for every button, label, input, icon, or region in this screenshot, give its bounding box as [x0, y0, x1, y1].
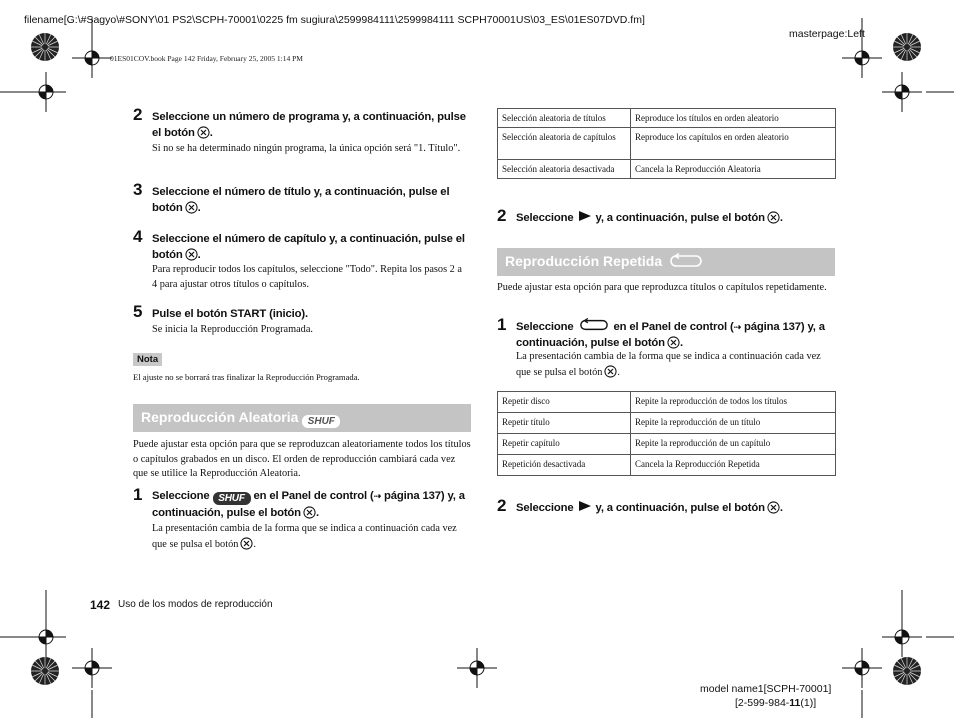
masterpage-label: masterpage:Left	[789, 28, 865, 40]
repetida-step-1-note: La presentación cambia de la forma que se indica a continuación cada vez que se pulsa el botón .	[516, 351, 821, 378]
table-row: Selección aleatoria de capítulos Reproduce los capítulos en orden aleatorio	[498, 128, 836, 160]
repetida-step-2-heading: Seleccione y, a continuación, pulse el botón .	[516, 502, 783, 514]
cross-button-icon	[767, 211, 780, 224]
cross-button-icon	[197, 126, 210, 139]
aleatoria-step-1-note: La presentación cambia de la forma que se indica a continuación cada vez que se pulsa el botón .	[152, 523, 457, 550]
cross-button-icon	[185, 248, 198, 261]
page-ref-arrow-icon: ⇢	[373, 491, 382, 501]
page-number: 142	[90, 598, 111, 612]
nota-label: Nota	[133, 353, 162, 366]
nota-text: El ajuste no se borrará tras finalizar la Reproducción Programada.	[133, 372, 360, 382]
crosshair-icon	[72, 648, 112, 688]
shuf-icon: SHUF	[213, 492, 251, 505]
step-number: 1	[497, 315, 507, 334]
cross-button-icon	[604, 365, 617, 378]
table-row: Repetir título Repite la reproducción de un título	[498, 413, 836, 434]
repeat-modes-table	[497, 391, 836, 476]
step-number: 1	[133, 485, 143, 504]
crosshair-icon	[26, 617, 66, 657]
step-4-note: Para reproducir todos los capítulos, seleccione "Todo". Repita los pasos 2 a 4 para ajustar otros títulos o capítulos.	[152, 264, 462, 290]
registration-star-icon	[893, 33, 921, 61]
registration-star-icon	[31, 657, 59, 685]
step-number: 3	[133, 180, 143, 199]
section-title: Reproducción Aleatoria	[141, 409, 299, 425]
play-icon	[579, 501, 591, 511]
crosshair-icon	[72, 38, 112, 78]
step-5-heading: Pulse el botón START (inicio).	[152, 308, 308, 320]
crosshair-icon	[882, 617, 922, 657]
table-row: Selección aleatoria desactivada Cancela la Reproducción Aleatoria	[498, 160, 836, 179]
cross-button-icon	[185, 201, 198, 214]
aleatoria-step-2-heading: Seleccione y, a continuación, pulse el botón .	[516, 212, 783, 224]
crosshair-icon	[842, 648, 882, 688]
play-icon	[579, 211, 591, 221]
section-bar-repetida	[497, 248, 835, 276]
part-code: [2-599-984-11(1)]	[735, 697, 817, 709]
repetida-step-1-heading: Seleccione en el Panel de control (⇢ página 137) y, a continuación, pulse el botón .	[516, 318, 836, 351]
step-number: 2	[497, 206, 507, 225]
model-name: model name1[SCPH-70001]	[700, 683, 832, 695]
book-info: 01ES01COV.book Page 142 Friday, February 25, 2005 1:14 PM	[110, 54, 303, 63]
section-title: Reproducción Repetida	[505, 253, 663, 269]
table-row: Selección aleatoria de títulos Reproduce los títulos en orden aleatorio	[498, 109, 836, 128]
table-row: Repetir disco Repite la reproducción de todos los títulos	[498, 392, 836, 413]
step-3-heading: Seleccione el número de título y, a continuación, pulse el botón .	[152, 186, 450, 214]
registration-star-icon	[893, 657, 921, 685]
registration-star-icon	[31, 33, 59, 61]
filename-line: filename[G:\#Sagyo\#SONY\01 PS2\SCPH-70001\0225 fm sugiura\2599984111\2599984111 SCPH70001US\03_ES\01ES07DVD.fm]	[24, 14, 645, 26]
shuf-icon: SHUF	[302, 415, 340, 428]
step-number: 2	[133, 105, 143, 124]
repetida-intro: Puede ajustar esta opción para que reproduzca títulos o capítulos repetidamente.	[497, 282, 827, 293]
step-2-heading: Seleccione un número de programa y, a continuación, pulse el botón .	[152, 111, 466, 139]
random-modes-table	[497, 108, 836, 179]
aleatoria-step-1-heading: Seleccione SHUF en el Panel de control (⇢ página 137) y, a continuación, pulse el botón .	[152, 490, 465, 519]
step-2-note: Si no se ha determinado ningún programa, la única opción será "1. Título".	[152, 143, 461, 154]
section-bar-aleatoria	[133, 404, 471, 432]
step-number: 5	[133, 302, 143, 321]
cross-button-icon	[667, 336, 680, 349]
repeat-icon	[668, 253, 704, 269]
cross-button-icon	[303, 506, 316, 519]
footer-section: Uso de los modos de reproducción	[118, 599, 273, 610]
step-4-heading: Seleccione el número de capítulo y, a continuación, pulse el botón .	[152, 233, 465, 261]
cross-button-icon	[767, 501, 780, 514]
page-ref-arrow-icon: ⇢	[733, 322, 742, 332]
crosshair-icon	[457, 648, 497, 688]
table-row: Repetición desactivada Cancela la Reproducción Repetida	[498, 455, 836, 476]
crosshair-icon	[842, 38, 882, 78]
table-row: Repetir capítulo Repite la reproducción de un capítulo	[498, 434, 836, 455]
step-5-note: Se inicia la Reproducción Programada.	[152, 324, 313, 335]
crosshair-icon	[882, 72, 922, 112]
step-number: 2	[497, 496, 507, 515]
crosshair-icon	[26, 72, 66, 112]
step-number: 4	[133, 227, 143, 246]
repeat-icon	[577, 318, 611, 332]
aleatoria-intro: Puede ajustar esta opción para que se reproduzcan aleatoriamente todos los títulos o capítulos grabados en un disco. El orden de reproducción cambiará cada vez que se utilice la Reproducción Aleatoria.	[133, 439, 471, 479]
cross-button-icon	[240, 537, 253, 550]
